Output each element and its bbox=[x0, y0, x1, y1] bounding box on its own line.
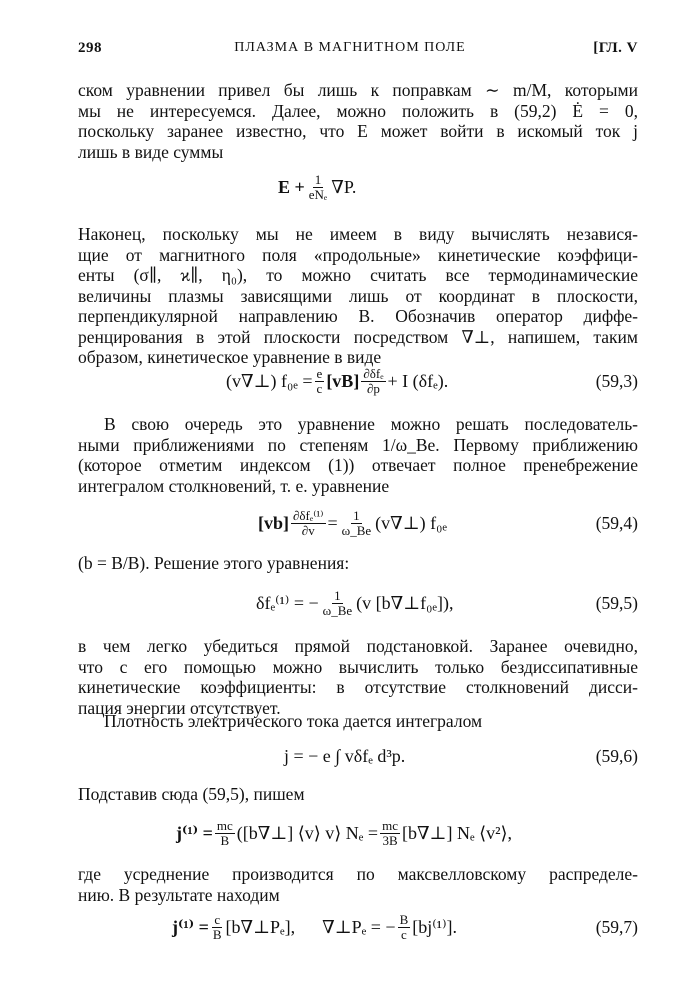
eq-term: (v∇⊥) f₀ₑ bbox=[375, 512, 448, 533]
paragraph-1 bbox=[78, 80, 638, 162]
equation-59-3 bbox=[78, 358, 638, 404]
equation-number: (59,6) bbox=[595, 745, 638, 766]
text-line: кинетические коэффициенты: в отсутствие столкновений дисси- bbox=[78, 677, 638, 697]
numerator: 1 bbox=[334, 587, 341, 603]
numerator: 1 bbox=[353, 507, 360, 523]
chapter-label: [ГЛ. V bbox=[593, 40, 638, 56]
eq-term: + I (δfₑ). bbox=[387, 370, 449, 391]
text-line: лишь в виде суммы bbox=[78, 141, 224, 162]
paragraph-3 bbox=[78, 414, 638, 496]
numerator: ∂δfₑ⁽¹⁾ bbox=[293, 507, 324, 523]
denominator: B bbox=[220, 832, 230, 848]
eq-term: (v [b∇⊥f₀ₑ]), bbox=[356, 592, 454, 613]
denominator: ∂v bbox=[301, 522, 315, 538]
text-line: нию. В результате находим bbox=[78, 884, 280, 905]
paragraph-4 bbox=[78, 553, 638, 574]
denominator: B bbox=[212, 926, 222, 942]
eq-term: [bj⁽¹⁾]. bbox=[412, 916, 457, 937]
eq-term: j⁽¹⁾ = bbox=[172, 916, 209, 937]
fraction bbox=[307, 173, 330, 202]
text-line: поскольку заранее известно, что E может войти в искомый ток j bbox=[78, 121, 638, 141]
eq-term: E + bbox=[278, 176, 305, 197]
paragraph-5 bbox=[78, 636, 638, 718]
equation-number: (59,5) bbox=[595, 592, 638, 613]
text-line: что с его помощью можно вычислить только бездиссипативные bbox=[78, 656, 638, 677]
equation-sum bbox=[78, 164, 638, 210]
running-title: ПЛАЗМА В МАГНИТНОМ ПОЛЕ bbox=[234, 40, 466, 55]
text-line: мы не интересуемся. Далее, можно положить в (59,2) Ė = 0, bbox=[78, 100, 638, 121]
denominator: ∂p bbox=[366, 380, 380, 396]
eq-term: [vb] bbox=[258, 512, 289, 533]
equation-number: (59,7) bbox=[595, 916, 638, 937]
denominator: c bbox=[316, 380, 323, 396]
fraction bbox=[215, 819, 235, 848]
text-line: образом, кинетическое уравнение в виде bbox=[78, 347, 382, 367]
text-line: щие от магнитного поля «продольные» кинетические коэффици- bbox=[78, 244, 638, 265]
eq-term: ([b∇⊥] ⟨v⟩ v⟩ Nₑ = bbox=[236, 822, 379, 843]
equation-59-6 bbox=[78, 733, 638, 779]
text-line: пация энергии отсутствует. bbox=[78, 697, 281, 718]
text-line: ренцирования в этой плоскости посредством ∇⊥, напишем, таким bbox=[78, 326, 638, 347]
numerator: ∂δfₑ bbox=[363, 365, 384, 381]
text-line: перпендикулярной направлению B. Обозначив оператор диффе- bbox=[78, 306, 638, 326]
page-number: 298 bbox=[78, 40, 102, 56]
eq-term: δfₑ⁽¹⁾ = − bbox=[256, 592, 319, 613]
numerator: mc bbox=[216, 817, 233, 833]
text-line: ными приближениями по степеням 1/ω_Be. Первому приближению bbox=[78, 434, 638, 455]
denominator: ω_Be bbox=[322, 602, 353, 618]
equation-number: (59,3) bbox=[595, 370, 638, 391]
fraction bbox=[291, 509, 326, 538]
denominator: c bbox=[401, 926, 407, 942]
text-line: Наконец, поскольку мы не имеем в виду вычислять независя- bbox=[78, 224, 638, 244]
denominator: 3B bbox=[382, 832, 398, 848]
fraction bbox=[315, 367, 325, 396]
eq-term: [b∇⊥Pₑ], ∇⊥Pₑ = − bbox=[225, 916, 396, 937]
text-line: интегралом столкновений, т. е. уравнение bbox=[78, 475, 390, 496]
fraction bbox=[380, 819, 400, 848]
eq-term: [b∇⊥] Nₑ ⟨v²⟩, bbox=[401, 822, 513, 843]
eq-term: [vB] bbox=[326, 370, 360, 391]
eq-term: = bbox=[327, 512, 338, 533]
fraction bbox=[321, 589, 355, 618]
text-line: (которое отметим индексом (1)) отвечает полное пренебрежение bbox=[78, 455, 638, 475]
equation-number: (59,4) bbox=[595, 512, 638, 533]
eq-term: ∇P. bbox=[331, 176, 357, 197]
fraction bbox=[211, 913, 224, 942]
text-line: (b = B/B). Решение этого уравнения: bbox=[78, 553, 350, 573]
numerator: mc bbox=[382, 817, 398, 833]
text-line: енты (σ∥, ϰ∥, η₀), то можно считать все термодинамические bbox=[78, 265, 638, 285]
text-line: В свою очередь это уравнение можно решать последователь- bbox=[104, 414, 638, 434]
text-line: ском уравнении привел бы лишь к поправкам ∼ m/M, которыми bbox=[78, 80, 638, 100]
text-line: в чем легко убедиться прямой подстановкой. Заранее очевидно, bbox=[78, 636, 638, 656]
paragraph-7 bbox=[78, 784, 638, 805]
text-line: величины плазмы зависящими лишь от координат в плоскости, bbox=[78, 285, 638, 306]
paragraph-6 bbox=[78, 711, 638, 732]
equation-59-4 bbox=[78, 500, 638, 546]
fraction bbox=[398, 913, 411, 942]
numerator: B bbox=[399, 911, 409, 927]
text-line: Подставив сюда (59,5), пишем bbox=[78, 784, 305, 804]
denominator: ω_Be bbox=[341, 522, 372, 538]
text-line: где усреднение производится по максвелловскому распределе- bbox=[78, 864, 638, 884]
numerator: 1 bbox=[314, 171, 322, 187]
fraction bbox=[340, 509, 374, 538]
eq-term: j⁽¹⁾ = bbox=[176, 822, 213, 843]
paragraph-8 bbox=[78, 864, 638, 905]
numerator: e bbox=[316, 365, 323, 381]
numerator: c bbox=[214, 911, 221, 927]
eq-term: j = − e ∫ vδfₑ d³p. bbox=[284, 745, 406, 766]
equation-59-5 bbox=[78, 580, 638, 626]
denominator: eNₑ bbox=[308, 186, 328, 202]
text-line: Плотность электрического тока дается интегралом bbox=[104, 711, 483, 731]
equation-59-7 bbox=[78, 904, 638, 950]
eq-term: (v∇⊥) f₀ₑ = bbox=[226, 370, 313, 391]
paragraph-2 bbox=[78, 224, 638, 368]
equation-j1 bbox=[78, 810, 638, 856]
fraction bbox=[361, 367, 385, 396]
